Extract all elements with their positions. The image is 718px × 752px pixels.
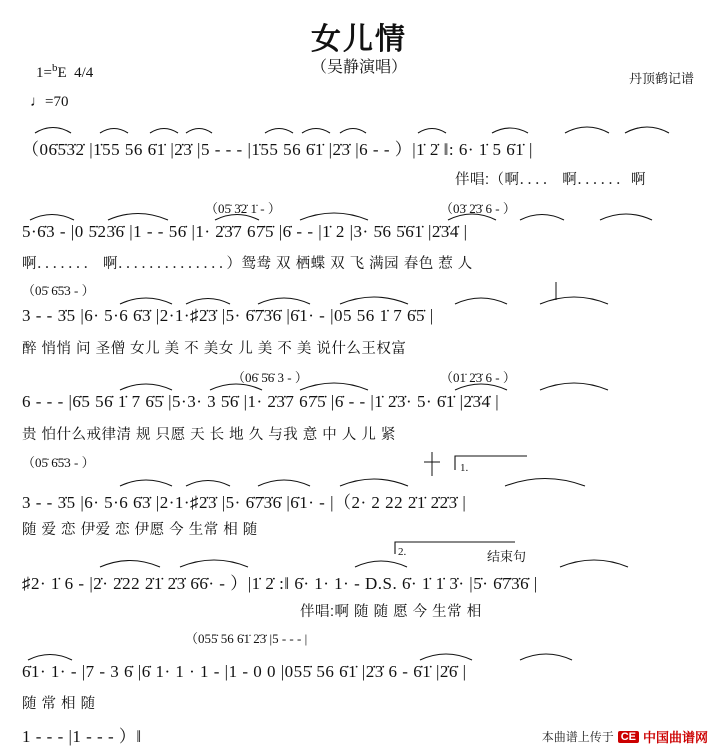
staff-line-2-ossia-2: （03̇ 2̇3̇ 6 - ） (440, 201, 516, 216)
performer-subtitle: （吴静演唱） (310, 59, 407, 76)
key-time-signature (36, 62, 93, 82)
time-signature: 4/4 (74, 65, 94, 81)
site-name: 中国曲谱网 (642, 730, 708, 745)
staff-line-7-lyrics: 随 常 相 随 (22, 696, 96, 712)
page-title: 女儿情 (311, 23, 407, 56)
staff-line-1-notes: （06̇5̇3̇2̇ |1̇55 56 6̇1̇ |2̇3̇ |5 - - - |1̇55 56 6̇1̇ |2̇3̇ |6 - - ）|1̇ 2̇ ‖: 6· 1̇ 5 6̇1̇ | (22, 140, 533, 159)
staff-line-7-ossia: （055̇ 56 6̇1̇ 2̇3̇ |5 - - - | (185, 631, 308, 646)
staff-line-4-lyrics: 贵 怕什么戒律清 规 只愿 天 长 地 久 与我 意 中 人 儿 紧 (22, 427, 396, 443)
footer-credit (542, 727, 708, 746)
staff-line-3-notes: 3 - - 3̇5 |6· 5·6 6̇3̇ |2·1·♯2̇3̇ |5· 6̇7̇3̇6̇ |6̇1· - |05 56 1̇ 7 6̇5̇ | (22, 306, 434, 325)
staff-line-5-lyrics: 随 爱 恋 伊爱 恋 伊愿 今 生常 相 随 (22, 522, 258, 538)
staff-line-4-notes: 6 - - - |6̇5 56̇ 1̇ 7 6̇5̇ |5·3· 3 5̇6̇ |1· 2̇3̇7 67̇5̇ |6̇ - - |1̇ 2̇3̇· 5· 6̇1̇ |2̇3̇4̇ | (22, 392, 500, 411)
volta-2-label: 2. (398, 546, 407, 558)
staff-line-4-ossia-2: （01̇ 2̇3̇ 6 - ） (440, 370, 516, 385)
staff-line-6-notes: ♯2· 1̇ 6 - |2̇· 2̇22 2̇1̇ 2̇3̇ 6̇6̇· - ）|1̇ 2̇ :‖ 6̇· 1· 1· - D.S. 6̇· 1̇ 1̇ 3̇· |5̇· 6̇7̇3̇6̇ | (22, 574, 538, 593)
volta-1-label: 1. (460, 462, 469, 474)
staff-line-2-notes: 5·6̇3 - |0 5̇23̇6̇ |1 - - 56̇ |1· 2̇3̇7 67̇5̇ |6̇ - - |1̇ 2 |3· 5̇6 5̇6̇1̇ |2̇3̇4̇ | (22, 222, 468, 241)
staff-line-5-ossia: （05̇ 6̇5̇3 - ） (22, 455, 95, 470)
coda-label: 结束句 (487, 549, 527, 564)
composer-credit: 丹顶鹤记谱 (628, 71, 694, 86)
staff-line-6-lyrics: 伴唱:啊 随 随 愿 今 生常 相 (300, 604, 482, 620)
staff-line-2-lyrics: 啊．．．．．．． 啊．．．．．．．．．．．．．．）鸳鸯 双 栖蝶 双 飞 满园 春色 惹 人 (22, 256, 473, 272)
staff-line-3-ossia: （05̇ 6̇5̇3 - ） (22, 283, 95, 298)
footer-text: 本曲谱上传于 (541, 730, 614, 744)
tempo-marking: ♩=70 (30, 94, 69, 110)
key-label: 1= (36, 65, 52, 81)
key-flat: b (51, 62, 58, 74)
staff-line-5-notes: 3 - - 3̇5 |6· 5·6 6̇3̇ |2·1·♯2̇3̇ |5· 6̇7̇3̇6̇ |6̇1· - |（2· 2 22 2̇1̇ 2̇2̇3̇ | (22, 493, 467, 512)
key-letter: E (57, 65, 67, 81)
site-badge-icon: CE (618, 731, 639, 743)
staff-line-7-notes: 6̇1· 1· - |7 - 3 6̇ |6̇ 1· 1 · 1 - |1 - 0 0 |055̇ 56 6̇1̇ |2̇3̇ 6 - 6̇1̇ |2̇6̇ | (22, 662, 467, 681)
staff-line-4-ossia-1: （06̇ 5̇6̇ 3 - ） (232, 370, 308, 385)
staff-line-1-lyrics: 伴唱:（啊．．．． 啊．．．．．．啊 (455, 172, 647, 188)
staff-line-8-notes: 1 - - - |1 - - - ）‖ (22, 727, 142, 746)
staff-line-3-lyrics: 醉 悄悄 问 圣僧 女儿 美 不 美女 儿 美 不 美 说什么王权富 (22, 341, 407, 357)
staff-line-2-ossia-1: （05̇ 3̇2̇ 1̇ - ） (205, 201, 281, 216)
